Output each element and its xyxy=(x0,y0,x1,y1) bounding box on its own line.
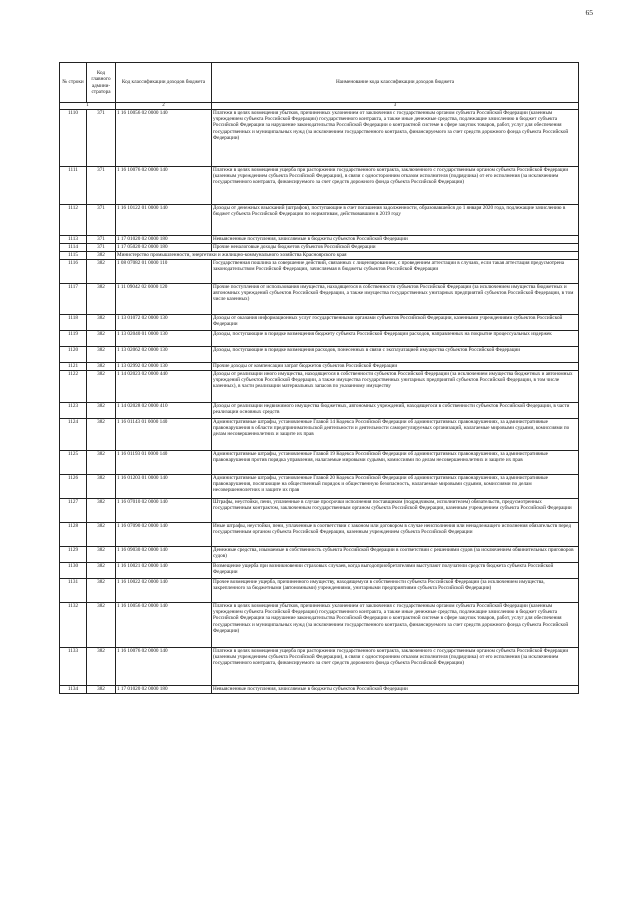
classification-code-cell: 1 16 07010 02 0000 140 xyxy=(116,499,212,523)
header-row-number: № строки xyxy=(60,63,87,103)
code-name-cell: Прочие поступления от использования имущества, находящегося в собственности субъектов Российской Федерации (за исключением имущества бюджетных и автономных учреждений субъектов Российской Федерации, а также имущества государственных унитарных предприятий субъектов Российской Федерации, в том числе казенных) xyxy=(212,284,579,315)
table-row xyxy=(60,563,579,579)
admin-code-cell: 382 xyxy=(87,252,116,260)
row-number-cell: 1118 xyxy=(60,315,87,331)
header-admin-code: Код главного админи-стратора xyxy=(87,63,116,103)
code-name-cell: Иные штрафы, неустойки, пени, уплаченные в соответствии с законом или договором в случае неисполнения или ненадлежащего исполнения обязательств перед государственным органом субъекта Российской Федерации, казенным учреждением субъекта Российской Федерации xyxy=(212,523,579,547)
admin-code-cell: 382 xyxy=(87,419,116,451)
code-name-cell: Невыясненные поступления, зачисляемые в бюджеты субъектов Российской Федерации xyxy=(212,236,579,244)
row-number-cell: 1128 xyxy=(60,523,87,547)
table-row xyxy=(60,331,579,347)
admin-code-cell: 382 xyxy=(87,403,116,419)
classification-code-cell: 1 13 02992 02 0000 130 xyxy=(116,363,212,371)
table-row xyxy=(60,475,579,499)
table-row xyxy=(60,579,579,603)
admin-code-cell: 382 xyxy=(87,451,116,475)
table-row xyxy=(60,648,579,686)
row-number-cell: 1115 xyxy=(60,252,87,260)
column-index-3: 3 xyxy=(212,103,579,110)
admin-code-cell: 382 xyxy=(87,260,116,284)
row-number-cell: 1117 xyxy=(60,284,87,315)
row-number-cell: 1119 xyxy=(60,331,87,347)
code-name-cell: Штрафы, неустойки, пени, уплаченные в случае просрочки исполнения поставщиком (подрядчиком, исполнителем) обязательств, предусмотренных государственным контрактом, заключенным государственным органом субъекта Российской Федерации, казенным учреждением субъекта Российской Федерации xyxy=(212,499,579,523)
admin-code-cell: 382 xyxy=(87,475,116,499)
table-row xyxy=(60,603,579,648)
code-name-cell: Доходы от денежных взысканий (штрафов), поступающие в счет погашения задолженности, образовавшейся до 1 января 2020 года, подлежащие зачислению в бюджет субъекта Российской Федерации по нормативам, действовавшим в 2019 году xyxy=(212,205,579,236)
classification-code-cell: 1 13 02040 01 0000 130 xyxy=(116,331,212,347)
row-number-cell: 1120 xyxy=(60,347,87,363)
table-row xyxy=(60,347,579,363)
code-name-cell: Денежные средства, изымаемые в собственность субъекта Российской Федерации в соответствии с решениями судов (за исключением обвинительных приговоров судов) xyxy=(212,547,579,563)
row-number-cell: 1126 xyxy=(60,475,87,499)
classification-code-cell: 1 16 10056 02 0000 140 xyxy=(116,603,212,648)
classification-code-cell: 1 17 01020 02 0000 180 xyxy=(116,686,212,694)
admin-code-cell: 382 xyxy=(87,331,116,347)
classification-code-cell: 1 16 10076 02 0000 140 xyxy=(116,648,212,686)
admin-code-cell: 382 xyxy=(87,499,116,523)
table-body xyxy=(60,110,579,694)
table-row xyxy=(60,315,579,331)
code-name-cell: Невыясненные поступления, зачисляемые в бюджеты субъектов Российской Федерации xyxy=(212,686,579,694)
code-name-cell: Платежи в целях возмещения убытков, причиненных уклонением от заключения с государственным органом субъекта Российской Федерации (казенным учреждением субъекта Российской Федерации) государственного контракта, а также иные денежные средства, подлежащие зачислению в бюджет субъекта Российской Федерации за нарушение законодательства Российской Федерации о контрактной системе в сфере закупок товаров, работ, услуг для обеспечения государственных и муниципальных нужд (за исключением государственного контракта, финансируемого за счет средств дорожного фонда субъекта Российской Федерации) xyxy=(212,603,579,648)
table-row xyxy=(60,167,579,205)
admin-code-cell: 371 xyxy=(87,110,116,167)
table-header-row xyxy=(60,63,579,103)
ministry-name-cell: Министерство промышленности, энергетики и жилищно-коммунального хозяйства Красноярского края xyxy=(116,252,579,260)
code-name-cell: Административные штрафы, установленные Главой 19 Кодекса Российской Федерации об административных правонарушениях, за административные правонарушения против порядка управления, налагаемые мировыми судьями, комиссиями по делам несовершеннолетних и защите их прав xyxy=(212,451,579,475)
classification-code-cell: 1 16 10021 02 0000 140 xyxy=(116,563,212,579)
row-number-cell: 1111 xyxy=(60,167,87,205)
code-name-cell: Прочие неналоговые доходы бюджетов субъектов Российской Федерации xyxy=(212,244,579,252)
admin-code-cell: 382 xyxy=(87,371,116,403)
row-number-cell: 1134 xyxy=(60,686,87,694)
row-number-cell: 1112 xyxy=(60,205,87,236)
column-index-1: 1 xyxy=(60,103,116,110)
admin-code-cell: 371 xyxy=(87,167,116,205)
row-number-cell: 1116 xyxy=(60,260,87,284)
classification-code-cell: 1 13 01072 02 0000 130 xyxy=(116,315,212,331)
code-name-cell: Государственная пошлина за совершение действий, связанных с лицензированием, с проведением аттестации в случаях, если такая аттестация предусмотрена законодательством Российской Федерации, зачисляемая в бюджеты субъектов Российской Федерации xyxy=(212,260,579,284)
page-number: 65 xyxy=(585,8,593,17)
header-classification-code: Код классификации доходов бюджета xyxy=(116,63,212,103)
admin-code-cell: 382 xyxy=(87,547,116,563)
row-number-cell: 1113 xyxy=(60,236,87,244)
admin-code-cell: 371 xyxy=(87,205,116,236)
table-row xyxy=(60,451,579,475)
table-row xyxy=(60,244,579,252)
admin-code-cell: 382 xyxy=(87,563,116,579)
code-name-cell: Платежи в целях возмещения ущерба при расторжении государственного контракта, заключенного с государственным органом субъекта Российской Федерации (казенным учреждением субъекта Российской Федерации), в связи с односторонним отказом исполнителя (подрядчика) от его исполнения (за исключением государственного контракта, финансируемого за счет средств дорожного фонда субъекта Российской Федерации) xyxy=(212,167,579,205)
classification-code-cell: 1 14 02023 02 0000 440 xyxy=(116,371,212,403)
column-index-row xyxy=(60,103,579,110)
classification-code-cell: 1 16 10056 02 0000 140 xyxy=(116,110,212,167)
classification-code-cell: 1 11 09042 02 0000 120 xyxy=(116,284,212,315)
table-row xyxy=(60,252,579,260)
table-row xyxy=(60,686,579,694)
classification-code-cell: 1 16 10076 02 0000 140 xyxy=(116,167,212,205)
table-row xyxy=(60,547,579,563)
admin-code-cell: 382 xyxy=(87,315,116,331)
code-name-cell: Административные штрафы, установленные Главой 14 Кодекса Российской Федерации об административных правонарушениях, за административные правонарушения в области предпринимательской деятельности и деятельности саморегулируемых организаций, налагаемые мировыми судьями, комиссиями по делам несовершеннолетних и защите их прав xyxy=(212,419,579,451)
table-row xyxy=(60,110,579,167)
classification-code-cell: 1 16 09030 02 0000 140 xyxy=(116,547,212,563)
code-name-cell: Прочее возмещение ущерба, причиненного имуществу, находящемуся в собственности субъекта Российской Федерации (за исключением имущества, закрепленного за бюджетными (автономными) учреждениями, унитарными предприятиями субъекта Российской Федерации) xyxy=(212,579,579,603)
classification-code-cell: 1 17 05020 02 0000 180 xyxy=(116,244,212,252)
admin-code-cell: 382 xyxy=(87,523,116,547)
revenue-classification-table xyxy=(59,62,579,694)
header-code-name: Наименование кода классификации доходов бюджета xyxy=(212,63,579,103)
row-number-cell: 1130 xyxy=(60,563,87,579)
admin-code-cell: 382 xyxy=(87,648,116,686)
column-index-2: 2 xyxy=(116,103,212,110)
code-name-cell: Платежи в целях возмещения убытков, причиненных уклонением от заключения с государственным органом субъекта Российской Федерации (казенным учреждением субъекта Российской Федерации) государственного контракта, а также иные денежные средства, подлежащие зачислению в бюджет субъекта Российской Федерации за нарушение законодательства Российской Федерации о контрактной системе в сфере закупок товаров, работ, услуг для обеспечения государственных и муниципальных нужд (за исключением государственного контракта, финансируемого за счет средств дорожного фонда субъекта Российской Федерации) xyxy=(212,110,579,167)
row-number-cell: 1114 xyxy=(60,244,87,252)
code-name-cell: Прочие доходы от компенсации затрат бюджетов субъектов Российской Федерации xyxy=(212,363,579,371)
row-number-cell: 1110 xyxy=(60,110,87,167)
code-name-cell: Возмещение ущерба при возникновении страховых случаев, когда выгодоприобретателями выступают получатели средств бюджета субъекта Российской Федерации xyxy=(212,563,579,579)
classification-code-cell: 1 16 10022 02 0000 140 xyxy=(116,579,212,603)
row-number-cell: 1123 xyxy=(60,403,87,419)
table-row xyxy=(60,499,579,523)
table-row xyxy=(60,236,579,244)
table-row xyxy=(60,363,579,371)
admin-code-cell: 371 xyxy=(87,244,116,252)
row-number-cell: 1132 xyxy=(60,603,87,648)
admin-code-cell: 382 xyxy=(87,603,116,648)
admin-code-cell: 382 xyxy=(87,579,116,603)
row-number-cell: 1127 xyxy=(60,499,87,523)
row-number-cell: 1133 xyxy=(60,648,87,686)
classification-code-cell: 1 16 01203 01 0000 140 xyxy=(116,475,212,499)
classification-code-cell: 1 17 01020 02 0000 180 xyxy=(116,236,212,244)
code-name-cell: Доходы от реализации иного имущества, находящегося в собственности субъектов Российской Федерации (за исключением имущества бюджетных и автономных учреждений субъектов Российской Федерации, а также имущества государственных унитарных предприятий субъектов Российской Федерации, в том числе казенных), в части реализации материальных запасов по указанному имуществу xyxy=(212,371,579,403)
table-row xyxy=(60,403,579,419)
admin-code-cell: 382 xyxy=(87,347,116,363)
table-row xyxy=(60,205,579,236)
classification-code-cell: 1 16 10122 01 0000 140 xyxy=(116,205,212,236)
row-number-cell: 1122 xyxy=(60,371,87,403)
code-name-cell: Платежи в целях возмещения ущерба при расторжении государственного контракта, заключенного с государственным органом субъекта Российской Федерации (казенным учреждением субъекта Российской Федерации), в связи с односторонним отказом исполнителя (подрядчика) от его исполнения (за исключением государственного контракта, финансируемого за счет средств дорожного фонда субъекта Российской Федерации) xyxy=(212,648,579,686)
admin-code-cell: 371 xyxy=(87,236,116,244)
row-number-cell: 1125 xyxy=(60,451,87,475)
classification-code-cell: 1 16 01193 01 0000 140 xyxy=(116,451,212,475)
code-name-cell: Доходы, поступающие в порядке возмещения бюджету субъекта Российской Федерации расходов, направленных на покрытие процессуальных издержек xyxy=(212,331,579,347)
classification-code-cell: 1 13 02062 02 0000 130 xyxy=(116,347,212,363)
table-row xyxy=(60,284,579,315)
code-name-cell: Административные штрафы, установленные Главой 20 Кодекса Российской Федерации об административных правонарушениях, за административные правонарушения, посягающие на общественный порядок и общественную безопасность, налагаемые мировыми судьями, комиссиями по делам несовершеннолетних и защите их прав xyxy=(212,475,579,499)
table-row xyxy=(60,260,579,284)
admin-code-cell: 382 xyxy=(87,363,116,371)
classification-code-cell: 1 14 02028 02 0000 410 xyxy=(116,403,212,419)
table-row xyxy=(60,523,579,547)
row-number-cell: 1131 xyxy=(60,579,87,603)
code-name-cell: Доходы, поступающие в порядке возмещения расходов, понесенных в связи с эксплуатацией имущества субъектов Российской Федерации xyxy=(212,347,579,363)
code-name-cell: Доходы от оказания информационных услуг государственными органами субъектов Российской Федерации, казенными учреждениями субъектов Российской Федерации xyxy=(212,315,579,331)
code-name-cell: Доходы от реализации недвижимого имущества бюджетных, автономных учреждений, находящегося в собственности субъектов Российской Федерации, в части реализации основных средств xyxy=(212,403,579,419)
table-row xyxy=(60,371,579,403)
admin-code-cell: 382 xyxy=(87,686,116,694)
classification-code-cell: 1 16 07090 02 0000 140 xyxy=(116,523,212,547)
row-number-cell: 1124 xyxy=(60,419,87,451)
classification-code-cell: 1 16 01143 01 0000 140 xyxy=(116,419,212,451)
admin-code-cell: 382 xyxy=(87,284,116,315)
row-number-cell: 1129 xyxy=(60,547,87,563)
row-number-cell: 1121 xyxy=(60,363,87,371)
classification-code-cell: 1 08 07082 01 0000 110 xyxy=(116,260,212,284)
table-row xyxy=(60,419,579,451)
